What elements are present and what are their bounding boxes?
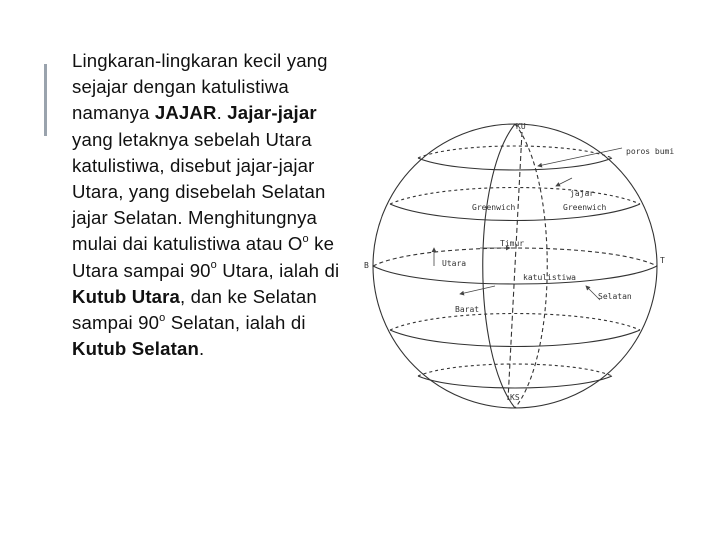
parallel-south-1 (390, 330, 640, 347)
label-barat: Barat (455, 305, 480, 314)
earth-axis (508, 132, 522, 400)
text-intro: Lingkaran-lingkaran kecil yang sejajar dengan katulistiwa namanya (72, 50, 328, 124)
label-ku: KU (516, 122, 526, 131)
parallel-south-2 (418, 376, 612, 388)
label-utara: Utara (442, 259, 467, 268)
globe-outline (373, 124, 657, 408)
text-ialah-2: Selatan, ialah di (165, 312, 306, 334)
parallel-north-1 (418, 158, 612, 170)
term-jajar: JAJAR (154, 102, 217, 124)
label-poros-bumi: poros bumi (626, 147, 675, 156)
label-t: T (660, 256, 665, 265)
label-greenwich-right: Greenwich (563, 203, 607, 212)
degree-mark: o (159, 311, 166, 324)
text-separator: . (216, 102, 228, 124)
label-selatan: Selatan (598, 292, 632, 301)
text-body: yang letaknya sebelah Utara katulistiwa, disebut jajar-jajar Utara, yang disebelah Selatan jajar Selatan. Menghitungnya mulai dai katulistiwa atau O (72, 128, 326, 255)
term-kutub-selatan: Kutub Selatan (72, 338, 199, 360)
label-b: B (364, 261, 369, 270)
label-ks: KS (510, 393, 520, 402)
text-ialah: Utara, ialah di (216, 259, 340, 281)
globe-diagram (360, 118, 700, 418)
label-greenwich-left: Greenwich (472, 203, 516, 212)
accent-bar (44, 64, 47, 136)
label-timur: Timur (500, 239, 525, 248)
label-jajar: jajar (570, 189, 595, 198)
term-jajar-jajar: Jajar-jajar (227, 102, 317, 124)
description-paragraph (72, 48, 342, 362)
degree-mark: o (210, 259, 217, 272)
text-utara: ke Utara sampai 90 (72, 233, 335, 281)
degree-mark: o (302, 233, 309, 246)
text-end: . (198, 338, 205, 360)
label-katulistiwa: katulistiwa (523, 273, 576, 282)
term-kutub-utara: Kutub Utara (72, 285, 181, 307)
text-selatan: , dan ke Selatan sampai 90 (72, 285, 317, 334)
